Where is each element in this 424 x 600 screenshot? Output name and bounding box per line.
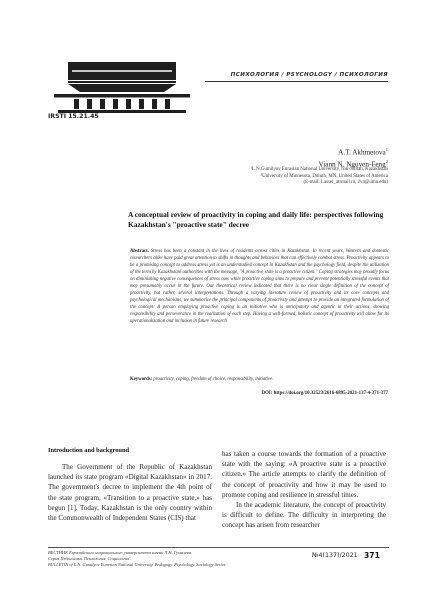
- body-column-right: [222, 449, 386, 531]
- author-2-name: Viann N. Nguyen-Feng: [318, 160, 386, 169]
- author-1-sup: 1: [385, 147, 388, 152]
- body-paragraph: The Government of the Republic of Kazakhstan launched its state program «Digital Kazakhstan» in 2017. The government's decree to implement the 4th point of the state program, «Transition to a proactive state,» has begun [1]. Today, Kazakhstan is the only country within the Commonwealth of Independent States (CIS) that: [48, 463, 212, 523]
- body-column-left: [48, 462, 212, 523]
- journal-logo: [48, 46, 196, 116]
- page-number: 371: [364, 551, 380, 560]
- footer-line-3: BULLETIN of L.N. Gumilyov Eurasian National University. Pedagogy. Psychology. Sociology Series: [48, 562, 226, 568]
- footer-divider: [48, 547, 389, 548]
- keywords: [130, 376, 389, 383]
- abstract-label: Abstract.: [130, 249, 149, 254]
- author-1-name: A.T. Akhmetova: [338, 148, 386, 157]
- abstract-text: Stress has been a constant in the lives of residents across cities in Kazakhstan. In recent years, Western and domestic researchers alike have paid great attention to shifts in thoughts and behaviors that can effectively combat stress. Proactivity appears to be a promising concept to address stress yet is an understudied concept in Kazakhstan and the psychology field, despite the utilization of the term by Kazakhstani authorities with the message, "A proactive state is a proactive citizen." Coping strategies may broadly focus on diminishing negative consequences of stress now while proactive coping aims to prepare and prevent potentially stressful events that may presumably occur in the future. Our theoretical review indicated that there is no clear single definition of the concept of proactivity, but rather, several interpretations. Through a varying literature review of proactivity and its core concepts and psychological mechanisms, we summarize the principal components of proactivity and attempt to provide an integrated formulation of the concept: A person employing proactive coping is an initiative who is anticipatory and agentic in their actions, showing responsibility and perseverance in the realization of each step. Having a well-formed, holistic concept of proactivity will allow for its operationalization and inclusion in future research: [130, 249, 389, 325]
- doi-link[interactable]: DOI: https://doi.org/10.32523/2616-6895-2021-137-4-371-377: [261, 391, 388, 396]
- footer-line-2: Серия Педагогика. Психология. Социология: [48, 556, 130, 562]
- footer-line-1: ВЕСТНИК Евразийского национального университета имени Л.Н. Гумилева.: [48, 550, 193, 555]
- section-heading: Introduction and background: [48, 447, 130, 454]
- author-2-sup: 2: [385, 159, 388, 165]
- journal-footer: [48, 550, 288, 569]
- abstract: [130, 248, 389, 326]
- keywords-label: Keywords:: [130, 377, 153, 382]
- affiliation-1: ¹L.N.Gumilyov Eurasian National University, Nur-Sultan, Kazakhstan: [250, 167, 388, 172]
- rubric-divider: [205, 81, 388, 82]
- affiliation-2: ²University of Minnesota, Duluth, MN, United States of America: [260, 173, 388, 179]
- body-paragraph: has taken a course towards the formation of a proactive state with the saying: «A proactive state is a proactive citizen.» The article attempts to clarify the definition of the concept of proactivity and how it may be used to promote coping and resilience in stressful times.: [222, 450, 386, 499]
- body-paragraph: In the academic literature, the concept of proactivity is difficult to define. The difficulty in interpreting the concept has arisen from researcher: [222, 501, 386, 530]
- author-emails: (E-mail: Lassel_atrmail.ru, 2vn@umn.edu): [303, 180, 388, 186]
- keywords-text: proactivity, coping, freedom of choice, responsibility, initiative.: [152, 377, 274, 382]
- irsti-code: IRSTI 15.21.45: [48, 113, 99, 120]
- issue-number: №4(137)/2021: [312, 552, 358, 559]
- affiliations: [250, 167, 388, 187]
- author-1: [319, 145, 389, 157]
- section-rubric: ПСИХОЛОГИЯ / PSYCHOLOGY / ПСИХОЛОГИЯ: [230, 72, 388, 78]
- article-title: A conceptual review of proactivity in coping and daily life: perspectives following Kazakhstan's "proactive state" decree: [128, 210, 384, 229]
